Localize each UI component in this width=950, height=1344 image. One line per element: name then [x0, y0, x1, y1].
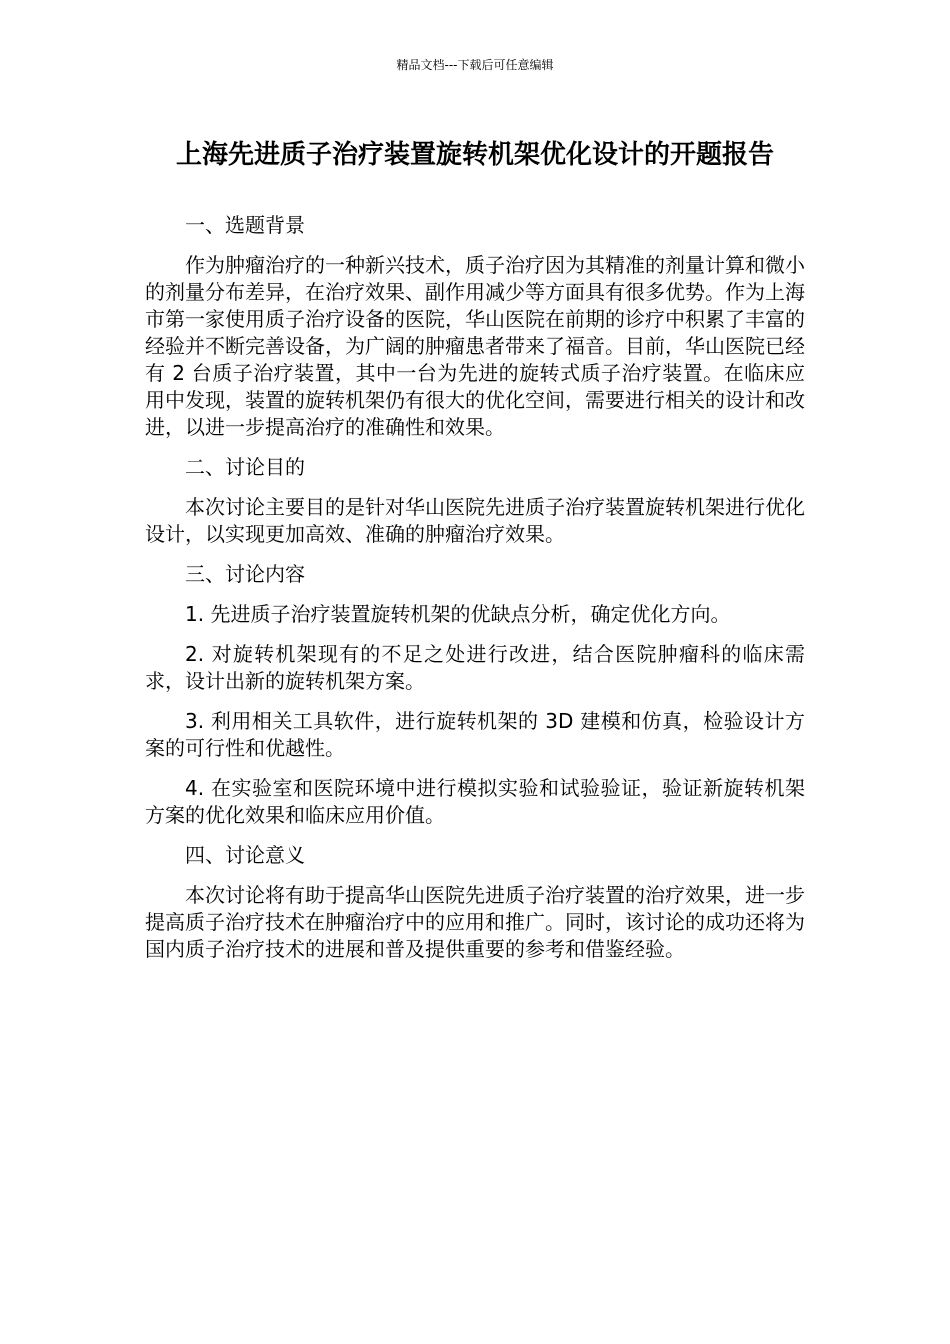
section-heading-background: 一、选题背景: [185, 213, 305, 237]
section-heading-significance: 四、讨论意义: [185, 843, 305, 867]
content-item-3: 3. 利用相关工具软件，进行旋转机架的 3D 建模和仿真，检验设计方案的可行性和优越性。: [145, 709, 805, 760]
section-heading-content: 三、讨论内容: [185, 562, 305, 586]
section-heading-purpose: 二、讨论目的: [185, 455, 305, 479]
significance-paragraph: 本次讨论将有助于提高华山医院先进质子治疗装置的治疗效果，进一步提高质子治疗技术在肿瘤治疗中的应用和推广。同时，该讨论的成功还将为国内质子治疗技术的进展和普及提供重要的参考和借鉴经验。: [145, 883, 805, 961]
content-item-1: 1. 先进质子治疗装置旋转机架的优缺点分析，确定优化方向。: [185, 602, 731, 626]
background-paragraph: 作为肿瘤治疗的一种新兴技术，质子治疗因为其精准的剂量计算和微小的剂量分布差异，在治疗效果、副作用减少等方面具有很多优势。作为上海市第一家使用质子治疗设备的医院，华山医院在前期的诊疗中积累了丰富的经验并不断完善设备，为广阔的肿瘤患者带来了福音。目前，华山医院已经有 2 台质子治疗装置，其中一台为先进的旋转式质子治疗装置。在临床应用中发现，装置的旋转机架仍有很大的优化空间，需要进行相关的设计和改进，以进一步提高治疗的准确性和效果。: [145, 253, 805, 439]
document-title: 上海先进质子治疗装置旋转机架优化设计的开题报告: [175, 140, 774, 170]
page-header: 精品文档---下载后可任意编辑: [396, 58, 554, 72]
content-item-4: 4. 在实验室和医院环境中进行模拟实验和试验验证，验证新旋转机架方案的优化效果和临床应用价值。: [145, 776, 805, 827]
document-body: [145, 212, 805, 963]
content-item-2: 2. 对旋转机架现有的不足之处进行改进，结合医院肿瘤科的临床需求，设计出新的旋转机架方案。: [145, 642, 805, 693]
purpose-paragraph: 本次讨论主要目的是针对华山医院先进质子治疗装置旋转机架进行优化设计，以实现更加高效、准确的肿瘤治疗效果。: [145, 495, 805, 546]
